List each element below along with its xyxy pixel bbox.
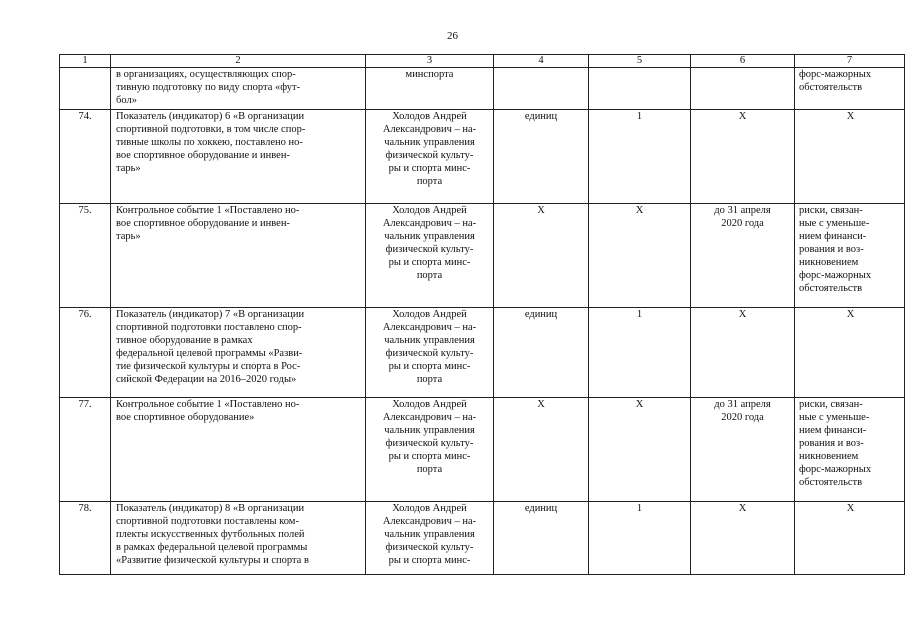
table-row xyxy=(60,308,905,398)
row-deadline: X xyxy=(691,502,795,575)
row-responsible: Холодов Андрей Александрович – на- чальник управления физической культу- ры и спорта минс- порта xyxy=(366,110,494,204)
table-row xyxy=(60,204,905,308)
page-number: 26 xyxy=(447,30,458,42)
row-risk: риски, связан- ные с уменьше- нием финанси- рования и воз- никновением форс-мажорных обстоятельств xyxy=(795,398,905,502)
row-number: 77. xyxy=(60,398,111,502)
row-deadline: X xyxy=(691,110,795,204)
indicator-table xyxy=(59,54,905,575)
row-number xyxy=(60,68,111,110)
row-description: Контрольное событие 1 «Поставлено но- вое спортивное оборудование» xyxy=(111,398,366,502)
row-unit: единиц xyxy=(494,502,589,575)
row-value: X xyxy=(589,398,691,502)
row-unit: единиц xyxy=(494,308,589,398)
row-number: 76. xyxy=(60,308,111,398)
row-deadline xyxy=(691,68,795,110)
column-header: 2 xyxy=(111,55,366,68)
row-deadline: до 31 апреля 2020 года xyxy=(691,204,795,308)
row-number: 78. xyxy=(60,502,111,575)
row-risk: форс-мажорных обстоятельств xyxy=(795,68,905,110)
row-risk: X xyxy=(795,110,905,204)
row-responsible: Холодов Андрей Александрович – на- чальник управления физической культу- ры и спорта минс- порта xyxy=(366,398,494,502)
row-responsible: Холодов Андрей Александрович – на- чальник управления физической культу- ры и спорта минс- порта xyxy=(366,308,494,398)
row-deadline: до 31 апреля 2020 года xyxy=(691,398,795,502)
table-row xyxy=(60,110,905,204)
column-header: 7 xyxy=(795,55,905,68)
column-header: 5 xyxy=(589,55,691,68)
table-row xyxy=(60,502,905,575)
column-header: 4 xyxy=(494,55,589,68)
row-value: 1 xyxy=(589,308,691,398)
row-description: Показатель (индикатор) 8 «В организации спортивной подготовки поставлены ком- плекты искусственных футбольных полей в рамках федеральной целевой программы «Развитие физической культуры и спорта в xyxy=(111,502,366,575)
table-row xyxy=(60,68,905,110)
row-value: 1 xyxy=(589,110,691,204)
row-responsible: Холодов Андрей Александрович – на- чальник управления физической культу- ры и спорта минс- xyxy=(366,502,494,575)
row-value: 1 xyxy=(589,502,691,575)
row-unit xyxy=(494,68,589,110)
column-header: 6 xyxy=(691,55,795,68)
row-description: Контрольное событие 1 «Поставлено но- вое спортивное оборудование и инвен- тарь» xyxy=(111,204,366,308)
row-risk: риски, связан- ные с уменьше- нием финанси- рования и воз- никновением форс-мажорных обстоятельств xyxy=(795,204,905,308)
column-header: 3 xyxy=(366,55,494,68)
row-value xyxy=(589,68,691,110)
row-risk: X xyxy=(795,502,905,575)
table-row xyxy=(60,398,905,502)
row-number: 74. xyxy=(60,110,111,204)
table-header-row xyxy=(60,55,905,68)
row-risk: X xyxy=(795,308,905,398)
row-description: в организациях, осуществляющих спор- тивную подготовку по виду спорта «фут- бол» xyxy=(111,68,366,110)
row-deadline: X xyxy=(691,308,795,398)
row-value: X xyxy=(589,204,691,308)
column-header: 1 xyxy=(60,55,111,68)
row-description: Показатель (индикатор) 6 «В организации спортивной подготовки, в том числе спор- тивные школы по хоккею, поставлено но- вое спортивное оборудование и инвен- тарь» xyxy=(111,110,366,204)
row-responsible: минспорта xyxy=(366,68,494,110)
row-responsible: Холодов Андрей Александрович – на- чальник управления физической культу- ры и спорта минс- порта xyxy=(366,204,494,308)
row-number: 75. xyxy=(60,204,111,308)
row-unit: единиц xyxy=(494,110,589,204)
row-unit: X xyxy=(494,204,589,308)
row-description: Показатель (индикатор) 7 «В организации спортивной подготовки поставлено спор- тивное оборудование в рамках федеральной целевой программы «Разви- тие физической культуры и спорта в Рос- сийской Федерации на 2016–2020 годы» xyxy=(111,308,366,398)
row-unit: X xyxy=(494,398,589,502)
